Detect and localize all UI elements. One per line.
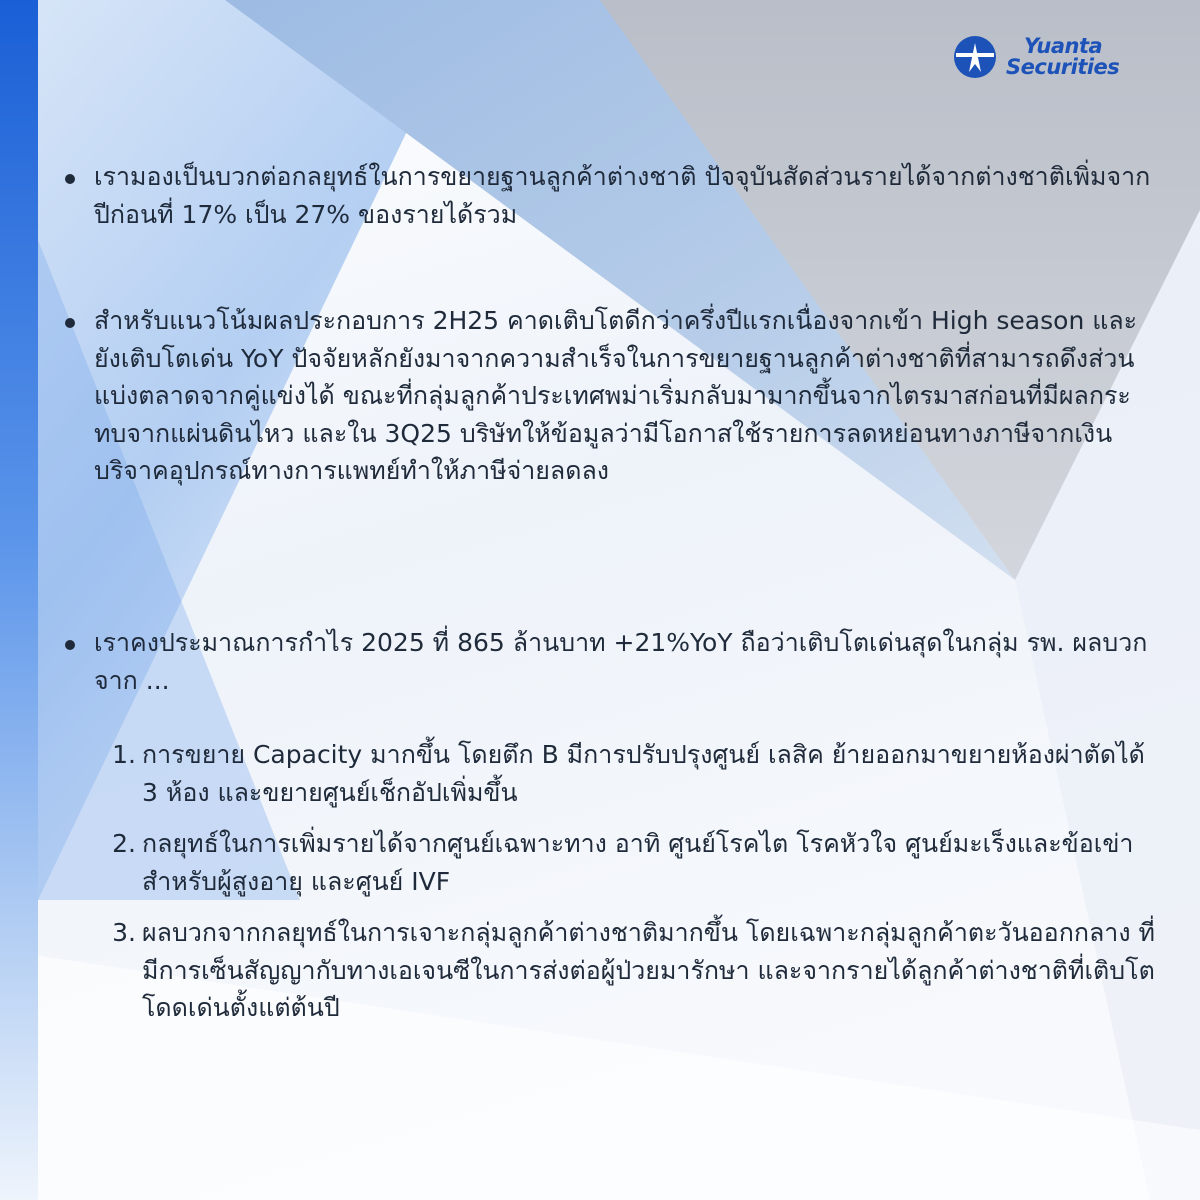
item-text: ผลบวกจากกลยุทธ์ในการเจาะกลุ่มลูกค้าต่างชาติมากขึ้น โดยเฉพาะกลุ่มลูกค้าตะวันออกกลาง ที่มีการเซ็นสัญญากับทางเอเจนซีในการส่งต่อผู้ป่วยมารักษา และจากรายได้ลูกค้าต่างชาติที่เติบโตโดดเด่นตั้งแต่ต้นปี [142,918,1155,1022]
bullet-text: สำหรับแนวโน้มผลประกอบการ 2H25 คาดเติบโตดีกว่าครึ่งปีแรกเนื่องจากเข้า High season และยังเติบโตเด่น YoY ปัจจัยหลักยังมาจากความสำเร็จในการขยายฐานลูกค้าต่างชาติที่สามารถดึงส่วนแบ่งตลาดจากคู่แข่งได้ ขณะที่กลุ่มลูกค้าประเทศพม่าเริ่มกลับมามากขึ้นจากไตรมาสก่อนที่มีผลกระทบจากแผ่นดินไหว และใน 3Q25 บริษัทให้ข้อมูลว่ามีโอกาสใช้รายการลดหย่อนทางภาษีจากเงินบริจาคอุปกรณ์ทางการแพทย์ทำให้ภาษีจ่ายลดลง [94,306,1138,485]
brand-logo [952,32,1167,82]
bullet-item [62,624,1162,699]
bullet-text: เรามองเป็นบวกต่อกลยุทธ์ในการขยายฐานลูกค้าต่างชาติ ปัจจุบันสัดส่วนรายได้จากต่างชาติเพิ่มจากปีก่อนที่ 17% เป็น 27% ของรายได้รวม [94,162,1151,229]
item-number: 2. [112,829,136,858]
bullet-dot [65,640,75,650]
bullet-item [62,302,1162,490]
brand-name [1006,36,1119,78]
bullet-dot [65,318,75,328]
item-number: 1. [112,740,136,769]
bullet-item [62,158,1162,233]
bullet-text: เราคงประมาณการกำไร 2025 ที่ 865 ล้านบาท +21%YoY ถือว่าเติบโตเด่นสุดในกลุ่ม รพ. ผลบวกจาก ... [94,628,1148,695]
item-text: การขยาย Capacity มากขึ้น โดยตึก B มีการปรับปรุงศูนย์ เลสิค ย้ายออกมาขยายห้องผ่าตัดได้ 3 ห้อง และขยายศูนย์เช็กอัปเพิ่มขึ้น [142,740,1145,807]
yuanta-logo-icon [952,34,998,80]
item-number: 3. [112,918,136,947]
bullet-dot [65,174,75,184]
brand-name-line1: Yuanta [1024,34,1103,58]
item-text: กลยุทธ์ในการเพิ่มรายได้จากศูนย์เฉพาะทาง อาทิ ศูนย์โรคไต โรคหัวใจ ศูนย์มะเร็งและข้อเข่าสำหรับผู้สูงอายุ และศูนย์ IVF [142,829,1134,896]
brand-name-line2: Securities [1006,55,1120,79]
